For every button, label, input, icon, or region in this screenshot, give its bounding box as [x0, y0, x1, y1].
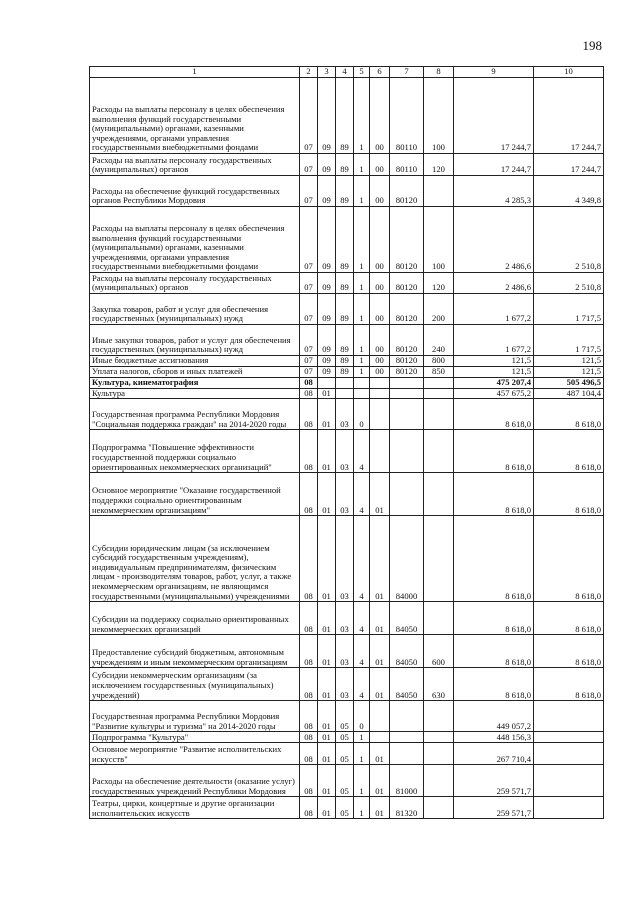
code-subsection: 01: [318, 388, 336, 399]
row-name: Расходы на выплаты персоналу государственных (муниципальных) органов: [90, 154, 300, 176]
row-name: Субсидии на поддержку социально ориентированных некоммерческих организаций: [90, 602, 300, 635]
code-subprogram: 1: [354, 176, 370, 207]
code-section: 08: [300, 743, 318, 765]
code-activity: 01: [370, 516, 390, 602]
amount-col9: 17 244,7: [454, 78, 534, 154]
table-body: [90, 78, 604, 819]
code-direction: 80120: [390, 273, 424, 294]
code-expense-type: [424, 765, 454, 797]
code-direction: 84000: [390, 516, 424, 602]
amount-col10: 505 496,5: [534, 377, 604, 388]
code-direction: 80120: [390, 294, 424, 325]
amount-col10: 121,5: [534, 356, 604, 367]
code-section: 08: [300, 668, 318, 701]
code-activity: 01: [370, 765, 390, 797]
row-name: Театры, цирки, концертные и другие организации исполнительских искусств: [90, 797, 300, 819]
amount-col10: 2 510,8: [534, 273, 604, 294]
code-expense-type: 200: [424, 294, 454, 325]
table-row: [90, 473, 604, 516]
code-section: 07: [300, 294, 318, 325]
table-row: [90, 602, 604, 635]
code-subprogram: 4: [354, 635, 370, 668]
amount-col9: 259 571,7: [454, 797, 534, 819]
code-section: 07: [300, 325, 318, 356]
code-subprogram: 1: [354, 743, 370, 765]
amount-col9: 17 244,7: [454, 154, 534, 176]
code-program: 89: [336, 294, 354, 325]
code-direction: [390, 701, 424, 732]
col-header: 10: [534, 67, 604, 78]
code-expense-type: 240: [424, 325, 454, 356]
code-subsection: 09: [318, 356, 336, 367]
code-program: 89: [336, 176, 354, 207]
table-header-row: [90, 67, 604, 78]
code-subsection: 09: [318, 207, 336, 273]
code-subprogram: [354, 388, 370, 399]
code-direction: [390, 388, 424, 399]
col-header: 2: [300, 67, 318, 78]
amount-col9: 1 677,2: [454, 325, 534, 356]
amount-col9: 121,5: [454, 366, 534, 377]
amount-col10: 2 510,8: [534, 207, 604, 273]
code-section: 08: [300, 377, 318, 388]
code-program: 03: [336, 668, 354, 701]
code-subsection: 09: [318, 176, 336, 207]
code-program: 03: [336, 473, 354, 516]
code-subsection: 01: [318, 473, 336, 516]
table-row: [90, 325, 604, 356]
code-expense-type: 630: [424, 668, 454, 701]
code-subprogram: 4: [354, 430, 370, 473]
code-activity: 01: [370, 668, 390, 701]
code-section: 07: [300, 78, 318, 154]
code-activity: 01: [370, 743, 390, 765]
code-activity: 00: [370, 325, 390, 356]
row-name: Расходы на обеспечение функций государственных органов Республики Мордовия: [90, 176, 300, 207]
code-subprogram: 4: [354, 473, 370, 516]
code-section: 07: [300, 176, 318, 207]
code-direction: 80120: [390, 325, 424, 356]
row-name: Иные бюджетные ассигнования: [90, 356, 300, 367]
code-program: 03: [336, 602, 354, 635]
code-activity: 00: [370, 273, 390, 294]
code-subprogram: 4: [354, 516, 370, 602]
code-subsection: 01: [318, 701, 336, 732]
code-activity: [370, 701, 390, 732]
code-subsection: 01: [318, 797, 336, 819]
code-subsection: 09: [318, 366, 336, 377]
amount-col10: 4 349,8: [534, 176, 604, 207]
code-direction: 84050: [390, 602, 424, 635]
code-activity: 00: [370, 207, 390, 273]
table-row: [90, 207, 604, 273]
table-row: [90, 176, 604, 207]
amount-col9: 8 618,0: [454, 668, 534, 701]
code-expense-type: 600: [424, 635, 454, 668]
page-number: 198: [582, 38, 602, 53]
row-name: Расходы на выплаты персоналу в целях обеспечения выполнения функций государственными (муниципальными) органами, казенными учреждениями, органами управления государственными внебюджетными фондами: [90, 78, 300, 154]
code-subsection: 01: [318, 765, 336, 797]
code-activity: 00: [370, 356, 390, 367]
code-program: [336, 377, 354, 388]
row-name: Расходы на выплаты персоналу в целях обеспечения выполнения функций государственными (муниципальными) органами, казенными учреждениями, органами управления государственными внебюджетными фондами: [90, 207, 300, 273]
table-row: [90, 294, 604, 325]
code-direction: 80120: [390, 207, 424, 273]
col-header: 9: [454, 67, 534, 78]
amount-col9: 448 156,3: [454, 732, 534, 743]
code-subprogram: 1: [354, 294, 370, 325]
amount-col10: 17 244,7: [534, 154, 604, 176]
code-activity: [370, 430, 390, 473]
row-name: Культура, кинематография: [90, 377, 300, 388]
code-direction: 80120: [390, 366, 424, 377]
code-expense-type: 120: [424, 154, 454, 176]
amount-col10: 8 618,0: [534, 430, 604, 473]
amount-col9: 8 618,0: [454, 473, 534, 516]
code-section: 08: [300, 765, 318, 797]
code-section: 07: [300, 154, 318, 176]
row-name: Основное мероприятие "Оказание государственной поддержки социально ориентированным некоммерческим организациям": [90, 473, 300, 516]
row-name: Уплата налогов, сборов и иных платежей: [90, 366, 300, 377]
code-program: 05: [336, 765, 354, 797]
amount-col10: [534, 701, 604, 732]
code-subsection: 01: [318, 743, 336, 765]
code-section: 08: [300, 473, 318, 516]
table-row: [90, 377, 604, 388]
amount-col10: 8 618,0: [534, 602, 604, 635]
code-direction: 80110: [390, 154, 424, 176]
code-activity: [370, 399, 390, 430]
code-section: 07: [300, 273, 318, 294]
amount-col9: 8 618,0: [454, 602, 534, 635]
code-direction: 81000: [390, 765, 424, 797]
code-program: 03: [336, 399, 354, 430]
table-row: [90, 701, 604, 732]
code-expense-type: [424, 399, 454, 430]
table-row: [90, 430, 604, 473]
code-section: 08: [300, 602, 318, 635]
code-program: 03: [336, 516, 354, 602]
code-subprogram: 4: [354, 668, 370, 701]
code-direction: [390, 743, 424, 765]
row-name: Иные закупки товаров, работ и услуг для обеспечения государственных (муниципальных) нужд: [90, 325, 300, 356]
code-section: 08: [300, 732, 318, 743]
code-expense-type: [424, 602, 454, 635]
amount-col9: 2 486,6: [454, 207, 534, 273]
code-program: 03: [336, 635, 354, 668]
code-subsection: 09: [318, 273, 336, 294]
code-program: 03: [336, 430, 354, 473]
code-subprogram: 1: [354, 797, 370, 819]
row-name: Культура: [90, 388, 300, 399]
code-section: 08: [300, 388, 318, 399]
code-activity: 00: [370, 176, 390, 207]
row-name: Предоставление субсидий бюджетным, автономным учреждениям и иным некоммерческим организациям: [90, 635, 300, 668]
code-activity: 00: [370, 154, 390, 176]
amount-col10: [534, 743, 604, 765]
code-direction: 81320: [390, 797, 424, 819]
code-subprogram: 1: [354, 765, 370, 797]
table-row: [90, 635, 604, 668]
amount-col10: 8 618,0: [534, 516, 604, 602]
code-activity: 01: [370, 473, 390, 516]
code-subsection: 01: [318, 668, 336, 701]
code-expense-type: [424, 473, 454, 516]
code-expense-type: [424, 377, 454, 388]
row-name: Субсидии некоммерческим организациям (за исключением государственных (муниципальных) учреждений): [90, 668, 300, 701]
code-section: 08: [300, 399, 318, 430]
row-name: Субсидии юридическим лицам (за исключением субсидий государственным учреждениям), индивидуальным предпринимателям, физическим лицам - производителям товаров, работ, услуг, а также некоммерческим организациям, не являющимся государственными (муниципальными) учреждениями: [90, 516, 300, 602]
budget-table: [89, 66, 604, 819]
amount-col10: [534, 765, 604, 797]
table-row: [90, 765, 604, 797]
code-subsection: [318, 377, 336, 388]
code-program: 89: [336, 78, 354, 154]
code-subsection: 01: [318, 399, 336, 430]
table-row: [90, 668, 604, 701]
code-expense-type: [424, 701, 454, 732]
code-direction: [390, 430, 424, 473]
code-subprogram: 1: [354, 78, 370, 154]
code-subsection: 01: [318, 732, 336, 743]
table-row: [90, 366, 604, 377]
code-subsection: 01: [318, 635, 336, 668]
amount-col9: 1 677,2: [454, 294, 534, 325]
code-program: 89: [336, 356, 354, 367]
table-row: [90, 399, 604, 430]
code-program: 89: [336, 366, 354, 377]
code-expense-type: [424, 388, 454, 399]
amount-col10: 17 244,7: [534, 78, 604, 154]
code-subsection: 01: [318, 430, 336, 473]
amount-col10: 121,5: [534, 366, 604, 377]
code-program: 89: [336, 325, 354, 356]
amount-col9: 8 618,0: [454, 399, 534, 430]
code-subsection: 01: [318, 602, 336, 635]
code-activity: [370, 732, 390, 743]
code-program: 89: [336, 154, 354, 176]
amount-col9: 8 618,0: [454, 430, 534, 473]
table-row: [90, 797, 604, 819]
code-section: 07: [300, 356, 318, 367]
code-activity: 00: [370, 78, 390, 154]
amount-col10: 8 618,0: [534, 399, 604, 430]
code-activity: 01: [370, 602, 390, 635]
code-subsection: 09: [318, 294, 336, 325]
code-subprogram: 1: [354, 207, 370, 273]
table-row: [90, 273, 604, 294]
amount-col10: 8 618,0: [534, 668, 604, 701]
code-program: 05: [336, 732, 354, 743]
row-name: Государственная программа Республики Мордовия "Развитие культуры и туризма" на 2014-2020 годы: [90, 701, 300, 732]
col-header: 7: [390, 67, 424, 78]
code-section: 08: [300, 797, 318, 819]
amount-col10: 1 717,5: [534, 325, 604, 356]
code-program: 89: [336, 273, 354, 294]
code-section: 08: [300, 701, 318, 732]
code-section: 08: [300, 516, 318, 602]
table-row: [90, 78, 604, 154]
code-program: [336, 388, 354, 399]
code-direction: [390, 473, 424, 516]
col-header: 3: [318, 67, 336, 78]
table-row: [90, 743, 604, 765]
code-direction: 80120: [390, 176, 424, 207]
col-header: 4: [336, 67, 354, 78]
code-subprogram: 0: [354, 399, 370, 430]
amount-col9: 4 285,3: [454, 176, 534, 207]
amount-col9: 457 675,2: [454, 388, 534, 399]
code-subprogram: 4: [354, 602, 370, 635]
amount-col9: 121,5: [454, 356, 534, 367]
code-section: 08: [300, 430, 318, 473]
amount-col10: 8 618,0: [534, 473, 604, 516]
code-direction: [390, 732, 424, 743]
code-expense-type: 850: [424, 366, 454, 377]
amount-col9: 449 057,2: [454, 701, 534, 732]
code-expense-type: [424, 516, 454, 602]
code-expense-type: 100: [424, 207, 454, 273]
code-section: 07: [300, 207, 318, 273]
code-subprogram: 1: [354, 154, 370, 176]
code-expense-type: 100: [424, 78, 454, 154]
code-program: 05: [336, 743, 354, 765]
row-name: Основное мероприятие "Развитие исполнительских искусств": [90, 743, 300, 765]
row-name: Государственная программа Республики Мордовия "Социальная поддержка граждан" на 2014-2020 годы: [90, 399, 300, 430]
code-expense-type: [424, 743, 454, 765]
amount-col9: 267 710,4: [454, 743, 534, 765]
code-activity: [370, 377, 390, 388]
table-row: [90, 388, 604, 399]
code-subsection: 09: [318, 78, 336, 154]
code-subsection: 09: [318, 154, 336, 176]
amount-col10: [534, 732, 604, 743]
amount-col9: 259 571,7: [454, 765, 534, 797]
table-row: [90, 516, 604, 602]
code-section: 07: [300, 366, 318, 377]
row-name: Подпрограмма "Культура": [90, 732, 300, 743]
code-subprogram: 1: [354, 325, 370, 356]
col-header: 1: [90, 67, 300, 78]
code-activity: 01: [370, 635, 390, 668]
code-subsection: 09: [318, 325, 336, 356]
table-row: [90, 356, 604, 367]
code-subprogram: 1: [354, 732, 370, 743]
amount-col10: 1 717,5: [534, 294, 604, 325]
code-program: 05: [336, 797, 354, 819]
amount-col10: 8 618,0: [534, 635, 604, 668]
code-program: 05: [336, 701, 354, 732]
row-name: Расходы на обеспечение деятельности (оказание услуг) государственных учреждений Республики Мордовия: [90, 765, 300, 797]
amount-col9: 2 486,6: [454, 273, 534, 294]
code-activity: [370, 388, 390, 399]
amount-col10: [534, 797, 604, 819]
row-name: Расходы на выплаты персоналу государственных (муниципальных) органов: [90, 273, 300, 294]
code-section: 08: [300, 635, 318, 668]
code-direction: [390, 399, 424, 430]
code-subprogram: 1: [354, 366, 370, 377]
code-activity: 01: [370, 797, 390, 819]
table-row: [90, 732, 604, 743]
amount-col10: 487 104,4: [534, 388, 604, 399]
table-row: [90, 154, 604, 176]
amount-col9: 475 207,4: [454, 377, 534, 388]
col-header: 6: [370, 67, 390, 78]
code-direction: 80120: [390, 356, 424, 367]
code-subprogram: 1: [354, 273, 370, 294]
amount-col9: 8 618,0: [454, 516, 534, 602]
code-direction: 80110: [390, 78, 424, 154]
code-expense-type: [424, 797, 454, 819]
code-program: 89: [336, 207, 354, 273]
code-expense-type: [424, 176, 454, 207]
row-name: Подпрограмма "Повышение эффективности государственной поддержки социально ориентированных некоммерческих организаций": [90, 430, 300, 473]
code-subprogram: 1: [354, 356, 370, 367]
code-subprogram: [354, 377, 370, 388]
code-direction: [390, 377, 424, 388]
col-header: 5: [354, 67, 370, 78]
code-activity: 00: [370, 366, 390, 377]
row-name: Закупка товаров, работ и услуг для обеспечения государственных (муниципальных) нужд: [90, 294, 300, 325]
code-direction: 84050: [390, 668, 424, 701]
code-direction: 84050: [390, 635, 424, 668]
code-expense-type: 120: [424, 273, 454, 294]
code-subsection: 01: [318, 516, 336, 602]
code-activity: 00: [370, 294, 390, 325]
code-expense-type: [424, 430, 454, 473]
code-expense-type: [424, 732, 454, 743]
amount-col9: 8 618,0: [454, 635, 534, 668]
code-subprogram: 0: [354, 701, 370, 732]
col-header: 8: [424, 67, 454, 78]
code-expense-type: 800: [424, 356, 454, 367]
